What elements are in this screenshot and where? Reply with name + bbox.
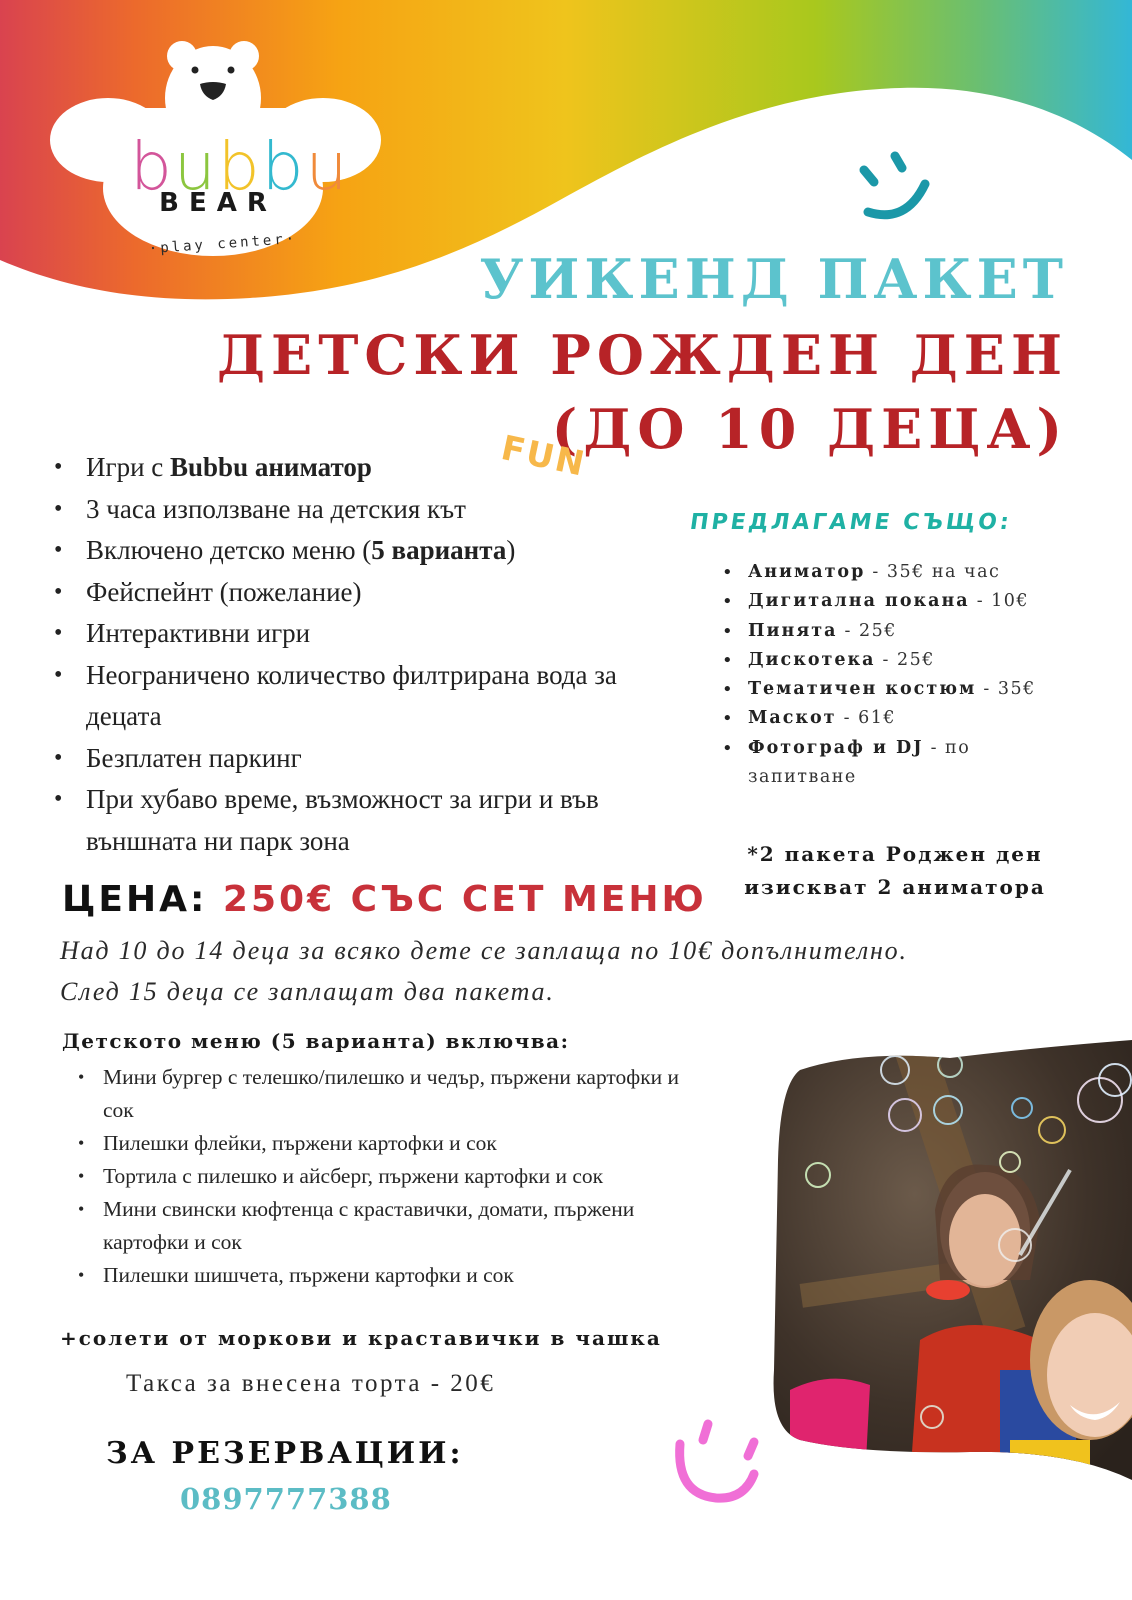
price-label: ЦЕНА:	[62, 879, 223, 920]
price-line	[62, 880, 707, 920]
offer-item: • Маскот - 61€	[722, 704, 1082, 733]
included-features-list	[54, 447, 654, 862]
feature-item: • Фейспейнт (пожелание)	[54, 572, 654, 614]
smiley-pink-icon	[668, 1414, 768, 1510]
menu-item: • Мини бургер с телешко/пилешко и чедър, пържени картофки и сок	[78, 1061, 683, 1127]
offers-list	[722, 558, 1082, 792]
logo-sub-text: BEAR	[159, 188, 277, 218]
party-photo	[770, 1040, 1132, 1480]
kids-menu-heading: Детското меню (5 варианта) включва:	[62, 1029, 570, 1053]
extra-line-2: След 15 деца се заплащат два пакета.	[60, 977, 555, 1006]
extra-line-1: Над 10 до 14 деца за всяко дете се заплаща по 10€ допълнително.	[60, 936, 908, 965]
title-up-to-10-kids: (ДО 10 ДЕЦА)	[551, 397, 1068, 461]
logo-letter-b3: b	[261, 128, 306, 205]
extra-kids-pricing	[60, 930, 908, 1012]
feature-item: • Игри с Bubbu аниматор	[54, 447, 654, 489]
offers-heading: ПРЕДЛАГАМЕ СЪЩО:	[688, 510, 1014, 535]
logo-letter-u1: u	[173, 128, 218, 205]
menu-item: • Тортила с пилешко и айсберг, пържени картофки и сок	[78, 1160, 683, 1193]
offer-item: • Дигитална покана - 10€	[722, 587, 1082, 616]
feature-item: • Неограничено количество филтрирана вода за децата	[54, 655, 626, 738]
feature-item: • Безплатен паркинг	[54, 738, 654, 780]
bubbu-bear-logo	[48, 38, 383, 278]
logo-letter-u2: u	[305, 128, 350, 205]
smiley-teal-icon	[850, 148, 940, 228]
fun-sticker: FUN	[497, 428, 590, 485]
offer-item: • Пинята - 25€	[722, 617, 1082, 646]
cake-fee: Такса за внесена торта - 20€	[126, 1370, 496, 1397]
offer-item: • Тематичен костюм - 35€	[722, 675, 1082, 704]
title-weekend-package: УИКЕНД ПАКЕТ	[479, 247, 1068, 311]
menu-item: • Мини свински кюфтенца с краставички, домати, пържени картофки и сок	[78, 1193, 663, 1259]
offer-item: • Дискотека - 25€	[722, 646, 1082, 675]
offer-item: • Аниматор - 35€ на час	[722, 558, 1082, 587]
kids-menu-extra: +солети от моркови и краставички в чашка	[60, 1326, 662, 1350]
offer-item: • Фотограф и DJ - по запитване	[722, 734, 1008, 793]
feature-item: • 3 часа използване на детския кът	[54, 489, 654, 531]
logo-letter-b2: b	[217, 128, 262, 205]
price-value: 250€ СЪС СЕТ МЕНЮ	[222, 879, 707, 920]
feature-item: • При хубаво време, възможност за игри и във външната ни парк зона	[54, 779, 636, 862]
menu-item: • Пилешки флейки, пържени картофки и сок	[78, 1127, 698, 1160]
menu-item: • Пилешки шишчета, пържени картофки и сок	[78, 1259, 698, 1292]
logo-letter-b1: b	[130, 128, 174, 205]
feature-item: • Интерактивни игри	[54, 613, 654, 655]
kids-menu-list	[78, 1061, 698, 1292]
feature-item: • Включено детско меню (5 варианта)	[54, 530, 654, 572]
reservations-phone[interactable]: 0897777388	[180, 1482, 392, 1516]
logo-tagline: ·play center·	[148, 230, 298, 258]
animator-note: *2 пакета Роджен ден изискват 2 аниматора	[744, 842, 1046, 899]
title-kids-birthday: ДЕТСКИ РОЖДЕН ДЕН	[217, 323, 1068, 387]
reservations-heading: ЗА РЕЗЕРВАЦИИ:	[106, 1436, 464, 1471]
